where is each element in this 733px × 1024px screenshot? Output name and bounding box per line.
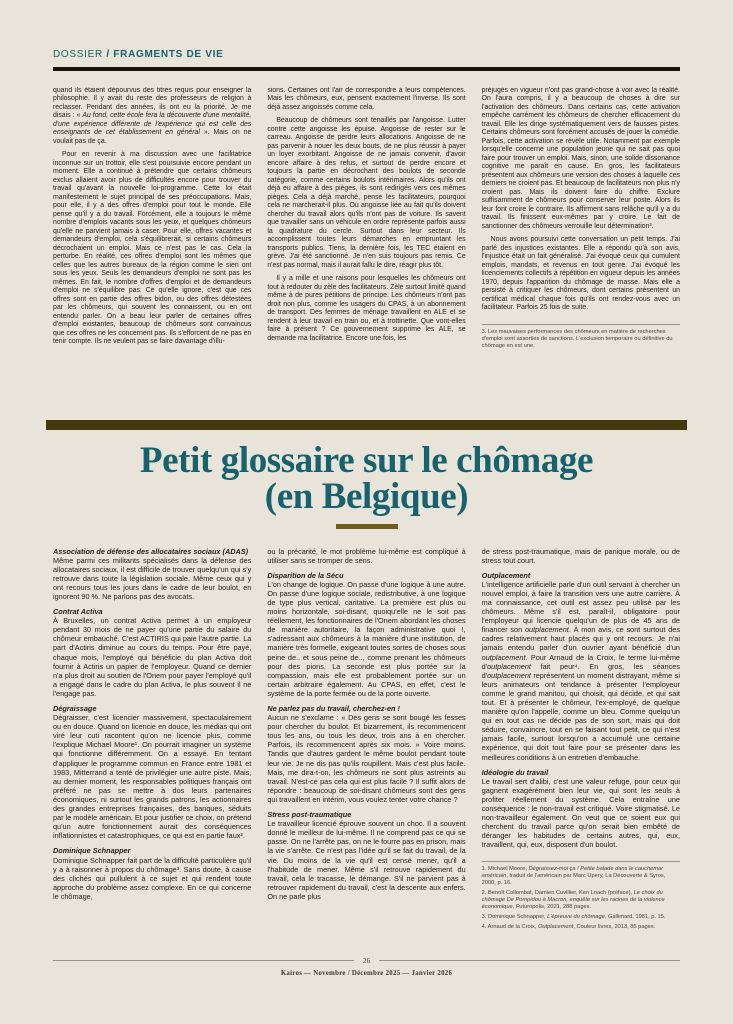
article-column-1 (53, 87, 251, 407)
top-article (53, 87, 680, 407)
paragraph (53, 556, 251, 601)
page-number: 26 (362, 956, 371, 965)
paragraph (267, 713, 465, 804)
paragraph (482, 777, 680, 850)
paragraph (267, 547, 465, 565)
glossary-term: Ne parlez pas du travail, cherchez-en ! (267, 704, 400, 713)
glossary-term: Stress post-traumatique (267, 810, 352, 820)
page-footer (53, 956, 680, 977)
text: 1. Michael Moore, (481, 865, 529, 872)
paragraph (267, 117, 465, 270)
section-divider-bar (46, 420, 687, 430)
text: Dégraisser, c'est licencier massivement, spectaculairement ou en douce. Quand on licencie en douce, les médias qui ont viré leur cuti racontent qu'on ne licencie plus, comme l'explique Michael Moore¹. On pourrait imaginer un système qui fonctionne différemment. On a essayé. En tentant d'appliquer le programme commun en France entre 1981 et 1983, Mitterrand a tenté de privilégier une autre piste. Mais, au dernier moment, les responsables politiques français ont préféré ne pas se mettre à dos leurs partenaires économiques, ni surtout les grands patrons, les actionnaires des grandes entreprises françaises, des banques, séduits par le modèle américain. Et pour justifier ce choix, on prétend qu'un autre fonctionnement aurait des conséquences inflationnistes et catastrophiques, ce qui est en partie faux². (53, 713, 252, 841)
text: . À mon avis, ce sont surtout des cadres relativement haut placés qui y ont recours. Je n'ai jamais entendu parler d'un ouvrier ayant bénéficié d'un (481, 625, 680, 653)
paragraph (482, 580, 680, 762)
paragraph (53, 713, 251, 840)
italic-text: outplacement (524, 625, 569, 635)
text: quand ils étaient dépourvus des titres requis pour enseigner la philosophie. Il y avait du reste des professeurs de religion à reclasser. Pendant des années, ils ont eu la priorité. Je me disais : « (53, 86, 252, 119)
title-line-2: (en Belgique) (264, 475, 469, 517)
journal-line: Kairos — Novembre / Décembre 2025 — Janvier 2026 (280, 970, 453, 977)
text: Beaucoup de chômeurs sont tenaillés par l'angoisse. Lutter contre cette angoisse les épuise. Angoisse de rester sur le carreau. Angoisse de perdre leurs allocations. Angoisse de ne pas parvenir à nouer les deux bouts, de ne plus réussir à payer un loyer exorbitant. Angoisse de ne jamais convenir, d'avoir encore affaire à des refus, et surtout de perdre encore et toujours la partie en décrochant des boulots de seconde catégorie, comme certains boulots intérimaires. Alors qu'ils ont déjà eu affaire à des pièges, ils sont redirigés vers ces mêmes pièges. Cela a déjà marché, pense les facilitateurs, pourquoi cela ne marcherait-il plus. Ou angoisse liée au fait qu'ils doivent chercher du travail alors qu'ils n'ont pas de voiture. Ils savent que travailler sans un véhicule en ordre représente parfois aussi la quadrature du cercle. Surtout dans leur secteur. Ils accomplissent toutes leurs démarches en empruntant les transports publics. Tiens, la dernière fois, les TEC étaient en grève. J'ai été sanctionné. Je n'en suis toujours pas remis. Ce n'est pas normal, mais il aurait fallu le dire, réagir plus tôt. (267, 117, 466, 269)
text: , Futuropolis, 2021, 288 pages. (512, 903, 592, 910)
paragraph (53, 616, 251, 698)
italic-text: outplacement (481, 652, 526, 662)
footnote (482, 914, 680, 921)
kicker-section: DOSSIER (53, 49, 103, 60)
text: , Gallimard, 1981, p. 15. (604, 913, 666, 920)
footnote (482, 890, 680, 911)
article-column-2 (267, 87, 465, 407)
text: Aucun ne s'exclame : « Des gens se sont bougé les fesses pour chercher du boulot. Et bizarrement, ils recommencent tous les ans, ou tous les deux, trois ans à en chercher. Parfois, ils recommencent après six mois. » Voire moins. Tandis que d'autres gardent le même boulot pendant toute leur vie. Je ne dis pas qu'ils roupillent. Mais c'est plus facile. Mais, me dira-t-on, les chômeurs ne sont plus astreints au travail. N'est-ce pas cela qui est plus facile ? Il suffit alors de répondre : beaucoup de soi-disant chômeurs sont des gens qui travaillent en intérim, vous voulez tenter votre chance ? (267, 713, 466, 804)
italic-text: Le choix du chômage De Pompidou à Macron, enquête sur les racines de la violence économique (481, 889, 665, 910)
text: 4. Arnaud de la Croix, (481, 923, 538, 930)
text: , Couleur livres, 2013, 85 pages. (573, 923, 656, 930)
text: Même parmi ces militants spécialisés dans la défense des allocataires sociaux, il est difficile de trouver quelqu'un qui s'y retrouve dans toute la législation sociale. Même ceux qui y ont recours tous les jours dans le cadre de leur boulot, en ignorent 90 %. Ne parlons pas des avocats. (53, 555, 252, 601)
paragraph (267, 275, 465, 343)
footnote (482, 329, 680, 350)
footnote (482, 866, 680, 887)
italic-text: Outplacement (537, 923, 574, 930)
text: 3. Dominique Schnapper, (481, 913, 548, 920)
footnotes (482, 324, 680, 350)
italic-text: outplacement (487, 670, 531, 680)
page-number-row (53, 956, 680, 965)
italic-text: Au fond, cette école fera la découverte d'une mentalité, d'une expérience différente de l'expérience qui est celle des enseignants de cet établissement en général (53, 112, 252, 136)
title-line-1: Petit glossaire sur le chômage (139, 439, 594, 481)
italic-text: outplacement (487, 661, 531, 671)
glossary-term: Outplacement (481, 570, 531, 580)
kicker-rule (53, 67, 680, 71)
glossary-column-2 (267, 547, 465, 947)
glossary-column-1 (53, 547, 251, 947)
kicker-separator: / (106, 49, 110, 60)
glossary-column-3 (482, 547, 680, 947)
text: Le travail sert d'alibi, c'est une valeur refuge, pour ceux qui gagnent exagérément bien leur vie, qui sont les seuls à profiter réellement du système. Cela entraîne une conséquence : le non-travail est critiqué. Voire stigmatisé. Le non-travailleur également. On veut que ce soient eux qui cherchent du travail parce qu'on serait bien embêté de déranger les habitudes de certains autres, qui, eux, travaillent, qui, eux, disposent d'un boulot. (481, 776, 680, 850)
text: fait peur⁴. En gros, les séances d' (481, 661, 680, 680)
glossary-section (53, 547, 680, 947)
text: Nous avons poursuivi cette conversation un petit temps. J'ai parlé des injustices existantes. Elle a répondu qu'à son avis, l'injustice était un fait généralisé. J'ai évoqué ceux qui cumulent emplois, mandats, et revenus en tout genre. J'ai évoqué les licenciements collectifs à répétition en vigueur depuis les années 1970, depuis l'apparition du chômage de masse. Mais elle a persisté à critiquer les chômeurs, dont certains présentent un certificat médical chaque fois qu'ils ont rendez-vous avec un facilitateur. Parfois 25 fois de suite. (481, 236, 680, 311)
pager-rule-left (53, 960, 354, 961)
article-title (53, 439, 680, 517)
kicker (53, 49, 680, 60)
text: préjugés en vigueur n'ont pas grand-chose à voir avec la réalité. On l'aura compris, il y a beaucoup de choses à dire sur l'activation des chômeurs. Dans certains cas, cette activation empêche carrément les chômeurs de chercher efficacement du travail. Elle les dirige systématiquement vers de fausses pistes. Certains chômeurs sont forcément accusés de jouer la comédie. Parfois, cette activation se révèle utile. Notamment par exemple lorsqu'elle concerne une population jeune qui ne sait pas quoi faire pour trouver un emploi. Mais, sinon, une solide dissonance cognitive me paraît en cause. En gros, les facilitateurs présentent aux chômeurs une version des choses à laquelle ces derniers ne croient pas. Et beaucoup de facilitateurs non plus n'y croient pas. Mais ils doivent faire du chiffre. Exclure suffisamment de chômeurs pour conserver leur poste. Alors ils leur font croire le contraire. Ils affirment sans relâche qu'il y a du travail. Ils finissent eux-mêmes par y croire. Le fait de sanctionner des chômeurs verrouille leur détermination³. (481, 86, 680, 230)
paragraph (482, 236, 680, 313)
text: L'on change de logique. On passe d'une logique à une autre. On passe d'une logique sociale, redistributive, à une logique de type plus vertical, caritative. La première est plus ou moins horizontale, soi-disant, quoiqu'elle ne le soit pas réellement, les fonctionnaires de l'Onem abordant les choses de manière autoritaire, la façon administrative quoi !, s'adressant aux chômeurs à la manière d'une institution, de manière très formelle, exigeant toutes sortes de choses sous peine de.. et sous peine de.., comme prenant les chômeurs pour des pions. La seconde est plus portée sur la compassion, mais elle est probablement portée sur un certain arbitraire également. Au CPAS, en effet, c'est le système de la porte fermée ou de la porte ouverte. (267, 579, 466, 698)
footnotes (482, 861, 680, 931)
footnote (482, 924, 680, 931)
text: représentent un moment distrayant, même si leurs animateurs ont tendance à présenter l'employeur comme le grand manitou, qui choisit, qui décide, et qui sait tout. Et à présenter le chômeur, l'ex-employé, de quelque manière qu'on l'appelle, comme un bleu. Comme quelqu'un qui en tout cas ne décide pas de son sort, mais qui doit séduire, convaincre, tout en se faisant tout petit, ce qui n'est jamais facile, surtout lorsqu'on a accumulé une certaine expérience, qui doit tout faire pour se présenter dans les meilleures conditions à un entretien d'embauche. (481, 670, 680, 762)
article-column-3 (482, 87, 680, 407)
paragraph (482, 547, 680, 565)
kicker-title: FRAGMENTS DE VIE (113, 49, 224, 60)
text: À Bruxelles, un contrat Activa permet à un employeur pendant 30 mois de ne payer qu'une partie du salaire du chômeur embauché. C'est ACTIRIS qui paie l'autre partie. La part d'Actiris diminue au cours du temps. Pour être payé, chaque mois, l'employé qui bénéficie du plan Activa doit fournir à Actiris un papier de l'employeur. Quand ce dernier n'a plus droit au soutien de l'Onem pour payer l'employé qu'il a engagé dans le cadre du plan Activa, le plus souvent il ne l'engage pas. (53, 616, 252, 698)
paragraph (53, 151, 251, 347)
italic-text: Dégraissez-moi ça ! Petite balade dans le cauchemar américain (481, 865, 664, 879)
text: 2. Benoît Collombat, Damien Cuvillier, Ken Loach (préface), (481, 889, 634, 896)
glossary-term: Disparition de la Sécu (267, 570, 344, 580)
italic-text: L'épreuve du chômage (547, 913, 605, 920)
text: 3. Les mauvaises performances des chômeurs en matière de recherches d'emploi sont assorties de sanctions. L'exclusion temporaire ou définitive du chômage en est une. (481, 328, 673, 349)
paragraph (53, 856, 251, 901)
text: ou la précarité, le mot problème lui-même est compliqué à utiliser sans se tromper de sens. (267, 546, 466, 565)
glossary-term: Dominique Schnapper (53, 846, 131, 856)
text: ». Mais on ne voulait pas de ça. (53, 129, 252, 145)
paragraph (482, 87, 680, 232)
text: L'intelligence artificielle parle d'un outil servant à chercher un nouvel emploi, à faire la transition vers une autre carrière. À ma connaissance, cet outil est assez peu utilisé par les chômeurs. Même s'il est, paraît-il, obligatoire pour l'employeur qui licencie quelqu'un de plus de 45 ans de financer son (481, 579, 680, 635)
glossary-term: Idéologie du travail (481, 767, 549, 777)
text: sions. Certaines ont l'air de correspondre à leurs compétences. Mais les chômeurs, eux, pensent exactement l'inverse. Ils sont déjà assez angoissés comme cela. (267, 86, 466, 111)
text: Pour en revenir à ma discussion avec une facilitatrice inconnue sur un trottoir, elle s'est poursuivie encore pendant un moment. Elle a continué à prétendre que certains chômeurs exclus allaient avoir plus de difficultés encore pour trouver du travail qu'avant la nouvelle loi-programme. Cette loi était manifestement le sujet principal de ses préoccupations. Mais, pour elle, il y a des offres d'emploi pour tout le monde. Elle pense qu'il y a du travail. Forcément, elle a toujours le même nombre d'emplois vacants sous les yeux, et quelques chômeurs qu'elle ne parvient jamais à caser. Pour elle, offres vacantes et demandeurs d'emploi, cela s'équilibrerait, si certains chômeurs décrochaient un emploi. Mais ce n'est pas le cas. Cela la perturbe. En réalité, ces offres d'emploi sont les mêmes que celles que les autres bureaux de la région comme le sien ont sous les yeux. Seuls les demandeurs d'emploi ne sont pas les mêmes. En fait, le nombre d'offres d'emploi et de demandeurs d'emploi ne s'équilibre pas. Ce qu'elle ignore, c'est que ces offres sont en partie des offres bidon, ou des offres détestées par les chômeurs, qui souvent les connaissent, ou en ont entendu parler. On a beau leur parler de certaines offres d'emploi existantes, beaucoup de chômeurs sont convaincus que ces offres ne les concernent pas. Ils s'efforcent de ne pas en tenir compte. Ils ne veulent pas se faire davantage d'illu- (53, 151, 252, 345)
text: Dominique Schnapper fait part de la difficulté particulière qu'il y a à raisonner à propos du chômage³. Sans doute, à cause des clichés qui pullulent à ce sujet et qui rendent toute approche du problème assez complexe. En ce qui concerne le chômage, (53, 855, 252, 901)
glossary-term: Association de défense des allocataires sociaux (ADAS) (53, 546, 249, 556)
text: . Pour Arnaud de la Croix, le terme lui-même d' (481, 652, 680, 671)
glossary-term: Dégraissage (53, 704, 97, 713)
text: Le travailleur licencié éprouve souvent un choc. Il a souvent donné le meilleur de lui-même. Il ne comprend pas ce qui se passe. On ne l'arrête pas, on ne le fourre pas en prison, mais la vie s'arrête. Ce n'est pas l'idée qu'il se fait du travail, de la vie. Du moins de la vie qu'il est censé mener, qu'il a l'habitude de mener. Même s'il retrouve rapidement du travail, cela le tracasse, le démange. S'il ne parvient pas à retrouver rapidement du travail, c'est la descente aux enfers. On ne parle plus (267, 819, 466, 901)
paragraph (267, 580, 465, 698)
text: , traduit de l'américain par Marc Upery, La Découverte & Syros, 2000, p. 16. (481, 872, 666, 886)
text: Il y a mille et une raisons pour lesquelles les chômeurs ont tout à redouter du zèle des facilitateurs. Zèle surtout limité quand même à de pures pétitions de principe. Les chômeurs n'ont pas droit non plus, comme les usagers du CPAS, à un abonnement de transport. Des femmes de ménage travaillent en ALE et se rendent à leur travail en train ou, et à trottinette. Que vont-elles faire à présent ? Ce gouvernement supprime les ALE, se demande ma facilitatrice. Encore une fois, les (267, 275, 466, 342)
paragraph (53, 87, 251, 147)
paragraph (267, 87, 465, 113)
title-rule (336, 524, 398, 529)
pager-rule-right (379, 960, 680, 961)
glossary-term: Contrat Activa (53, 607, 103, 617)
paragraph (267, 819, 465, 901)
text: de stress post-traumatique, mais de panique morale, ou de stress tout court. (481, 546, 680, 565)
